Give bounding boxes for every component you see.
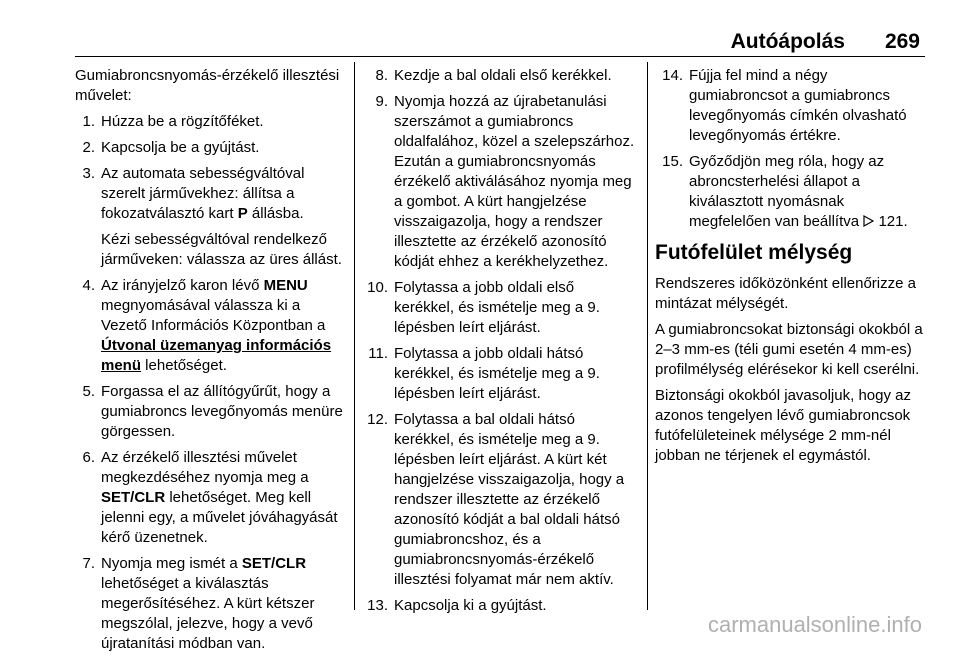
- list-item-6: 6. Az érzékelő illesztési művelet megkezdéséhez nyomja meg a SET/CLR lehetőséget. Meg kell jelenni egy, a művelet jóváhagyását kérő üzenetnek.: [82, 449, 338, 546]
- list-item-10: 10. Folytassa a jobb oldali első kerékkel, és ismételje meg a 9. lépésben leírt eljárást.: [367, 279, 600, 336]
- set-clr-label: SET/CLR: [101, 489, 166, 506]
- trip-fuel-menu-label: Útvonal üzemanyag információs menü: [101, 337, 332, 374]
- paragraph: Biztonsági okokból javasoljuk, hogy az azonos tengelyen lévő gumiabroncsok futófelületeinek mélysége 2 mm-nél jobban ne térjenek el egymástól.: [655, 387, 911, 464]
- list-item-12: 12. Folytassa a bal oldali hátsó kerékkel, és ismételje meg a 9. lépésben leírt eljárást. A kürt két hangjelzése visszaigazolja, hogy a rendszer illesztette az érzékelő azonosító kódját a bal oldali hátsó gumiabroncshoz, és a gumiabroncsnyomás-érzékelő illesztési folyamat már nem aktív.: [367, 411, 625, 588]
- list-item-4: 4. Az irányjelző karon lévő MENU megnyomásával válassza ki a Vezető Információs Központban a Útvonal üzemanyag információs menü lehetőséget.: [82, 277, 332, 374]
- set-clr-label: SET/CLR: [241, 555, 307, 572]
- list-item-3: 3. Az automata sebességváltóval szerelt járművekhez: állítsa a fokozatválasztó kart P állásba. Kézi sebességváltóval rendelkező járműveken: válassza az üres állást.: [82, 165, 342, 268]
- header-rule: [75, 56, 925, 57]
- page-reference[interactable]: 121.: [878, 213, 908, 230]
- section-heading: Futófelület mélység: [655, 241, 853, 264]
- list-item-13: 13. Kapcsolja ki a gyújtást.: [367, 597, 547, 614]
- page-number: 269: [884, 30, 920, 53]
- watermark: carmanualsonline.info: [707, 612, 922, 637]
- column-2: [360, 66, 638, 622]
- list-item-2: 2. Kapcsolja be a gyújtást.: [82, 139, 260, 156]
- column-divider-1: [354, 62, 355, 610]
- paragraph: A gumiabroncsokat biztonsági okokból a 2–3 mm-es (téli gumi esetén 4 mm-es) profilmélység elérésekor ki kell cserélni.: [655, 321, 923, 378]
- section-title: Autóápolás: [730, 30, 845, 53]
- intro-text: Gumiabroncsnyomás-érzékelő illesztési művelet:: [75, 67, 340, 104]
- paragraph: Rendszeres időközönként ellenőrizze a mintázat mélységét.: [655, 275, 916, 312]
- list-item-7: 7. Nyomja meg ismét a SET/CLR lehetőséget a kiválasztás megerősítéséhez. A kürt kétszer megszólal, jelezve, hogy a vevő újratanítási módban van.: [82, 555, 315, 652]
- page-header: [731, 22, 920, 54]
- column-3: [655, 66, 927, 472]
- column-divider-2: [647, 62, 648, 610]
- page-reference-icon: [863, 213, 874, 230]
- list-item-14: 14. Fújja fel mind a négy gumiabroncsot a gumiabroncs levegőnyomás címkén olvasható levegőnyomás értékre.: [662, 67, 907, 144]
- list-item-15: 15. Győződjön meg róla, hogy az abroncsterhelési állapot a kiválasztott nyomásnak megfelelően van beállítva 121.: [662, 153, 908, 230]
- menu-label: MENU: [263, 277, 308, 294]
- list-item-1: 1. Húzza be a rögzítőféket.: [82, 113, 264, 130]
- gear-position-label: P: [237, 205, 248, 222]
- list-item-8: 8. Kezdje a bal oldali első kerékkel.: [375, 67, 612, 84]
- column-1: [75, 66, 343, 660]
- list-item-5: 5. Forgassa el az állítógyűrűt, hogy a gumiabroncs levegőnyomás menüre görgessen.: [82, 383, 343, 440]
- manual-note: Kézi sebességváltóval rendelkező járműveken: válassza az üres állást.: [101, 231, 342, 268]
- list-item-9: 9. Nyomja hozzá az újrabetanulási szerszámot a gumiabroncs oldalfalához, közel a szelepszárhoz. Ezután a gumiabroncsnyomás érzékelő aktiválásához nyomja meg a gombot. A kürt hangjelzése visszaigazolja, hogy a rendszer illesztette az érzékelő azonosító kódját ehhez a kerékhelyzethez.: [375, 93, 635, 270]
- list-item-11: 11. Folytassa a jobb oldali hátsó kerékkel, és ismételje meg a 9. lépésben leírt eljárást.: [368, 345, 600, 402]
